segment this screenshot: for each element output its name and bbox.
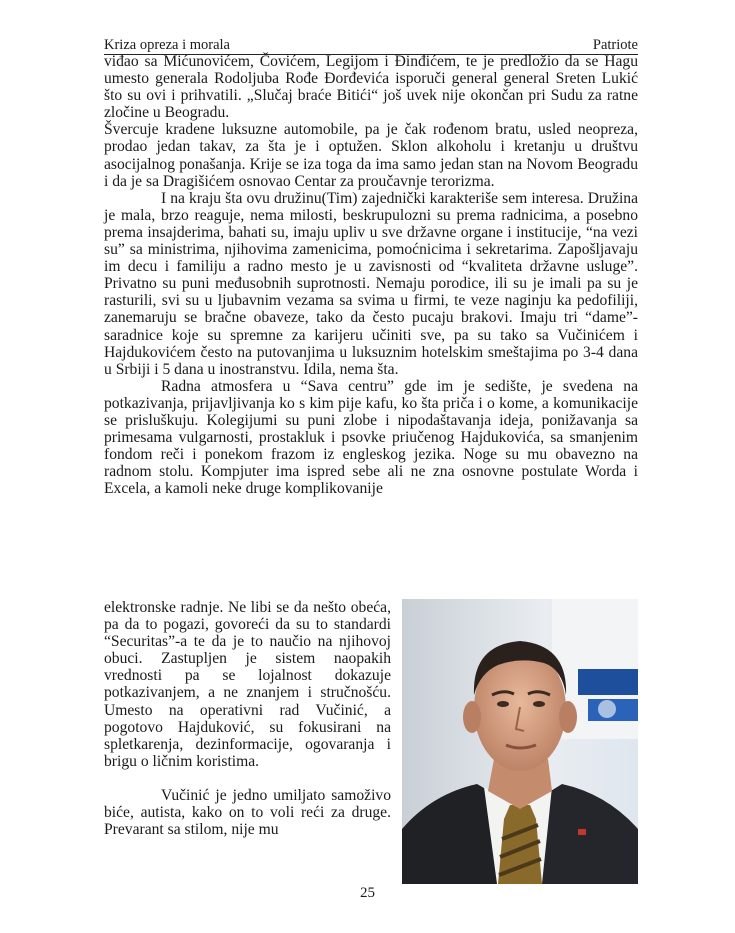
header-section: Patriote <box>592 37 638 53</box>
page-number: 25 <box>360 885 375 901</box>
paragraph: I na kraju šta ovu družinu(Tim) zajednički karakteriše sem interesa. Družina je mala, brzo reaguje, nema milosti, beskrupulozni su prema radnicima, a posebno prema insajderima, bahati su, imaju upliv u sve državne organe i institucije, “na vezi su” sa ministrima, njihovima zamenicima, pomoćnicima i sekretarima. Zapošljavaju im decu i familiju a radno mesto je u zavisnosti od “kvaliteta državne usluge”. Privatno su puni međusobnih suprotnosti. Nemaju porodice, ili su je imali pa su je rasturili, svi su u ljubavnim vezama sa svima u firmi, te veze naginju ka pedofiliji, zanemaruju se bračne obaveze, tako da često pucaju brakovi. Imaju tri “dame”-saradnice koje su spremne za karijeru učiniti sve, pa su tako sa Vučinićem i Hajdukovićem često na putovanjima u luksuznim hotelskim smeštajima po 3-4 dana u Srbiji i 5 dana u inostranstvu. Idila, nema šta. <box>104 189 638 378</box>
paragraph: Švercuje kradene luksuzne automobile, pa je čak rođenom bratu, usled neopreza, prodao jedan takav, za šta je i optužen. Sklon alkoholu i kretanju u društvu asocijalnog ponašanja. Krije se iza toga da ima samo jedan stan na Novom Beogradu i da je sa Dragišićem osnovao Centar za proučavnje terorizma. <box>104 121 638 190</box>
portrait-illustration <box>402 599 638 884</box>
paragraph: elektronske radnje. Ne libi se da nešto obeća, pa da to pogazi, govoreći da su to standardi “Securitas”-a te da je to naučio na njihovoj obuci. Zastupljen je sistem naopakih vrednosti pa se lojalnost dokazuje potkazivanjem, a ne znanjem i stručnošću. Umesto na operativni rad Vučinić, a pogotovo Hajduković, su fokusirani na spletkarenja, dezinformacije, ogovaranja i brigu o ličnim koristima. <box>104 599 391 770</box>
body-text <box>104 53 638 497</box>
portrait-photo <box>402 599 638 884</box>
wrapped-text-column <box>104 599 391 838</box>
paragraph: Vučinić je jedno umiljato samoživo biće, autista, kako on to voli reći za druge. Prevarant sa stilom, nije mu <box>104 786 391 839</box>
paragraph: Radna atmosfera u “Sava centru” gde im je sedište, je svedena na potkazivanja, prijavljivanja ko s kim pije kafu, ko šta priča i o kome, a komunikacije se prisluškuju. Kolegijumi su puni zlobe i nipodaštavanja ideja, ponižavanja sa primesama vulgarnosti, prostakluk i psovke priučenog Hajdukovića, sa smanjenim fondom reči i ponekom frazom iz engleskog jezika. Noge su mu obavezno na radnom stolu. Kompjuter ima ispred sebe ali ne zna osnovne postulate Worda i Excela, a kamoli neke druge komplikovanije <box>104 377 638 498</box>
header-title: Kriza opreza i morala <box>104 37 230 53</box>
paragraph: viđao sa Mićunovićem, Čovićem, Legijom i Đinđićem, te je predložio da se Hagu umesto generala Rodoljuba Rođe Đorđevića isporuči general general Sreten Lukić što su ovi i prihvatili. „Slučaj braće Bitići“ još uvek nije okončan pri Sudu za ratne zločine u Beogradu. <box>104 53 638 122</box>
